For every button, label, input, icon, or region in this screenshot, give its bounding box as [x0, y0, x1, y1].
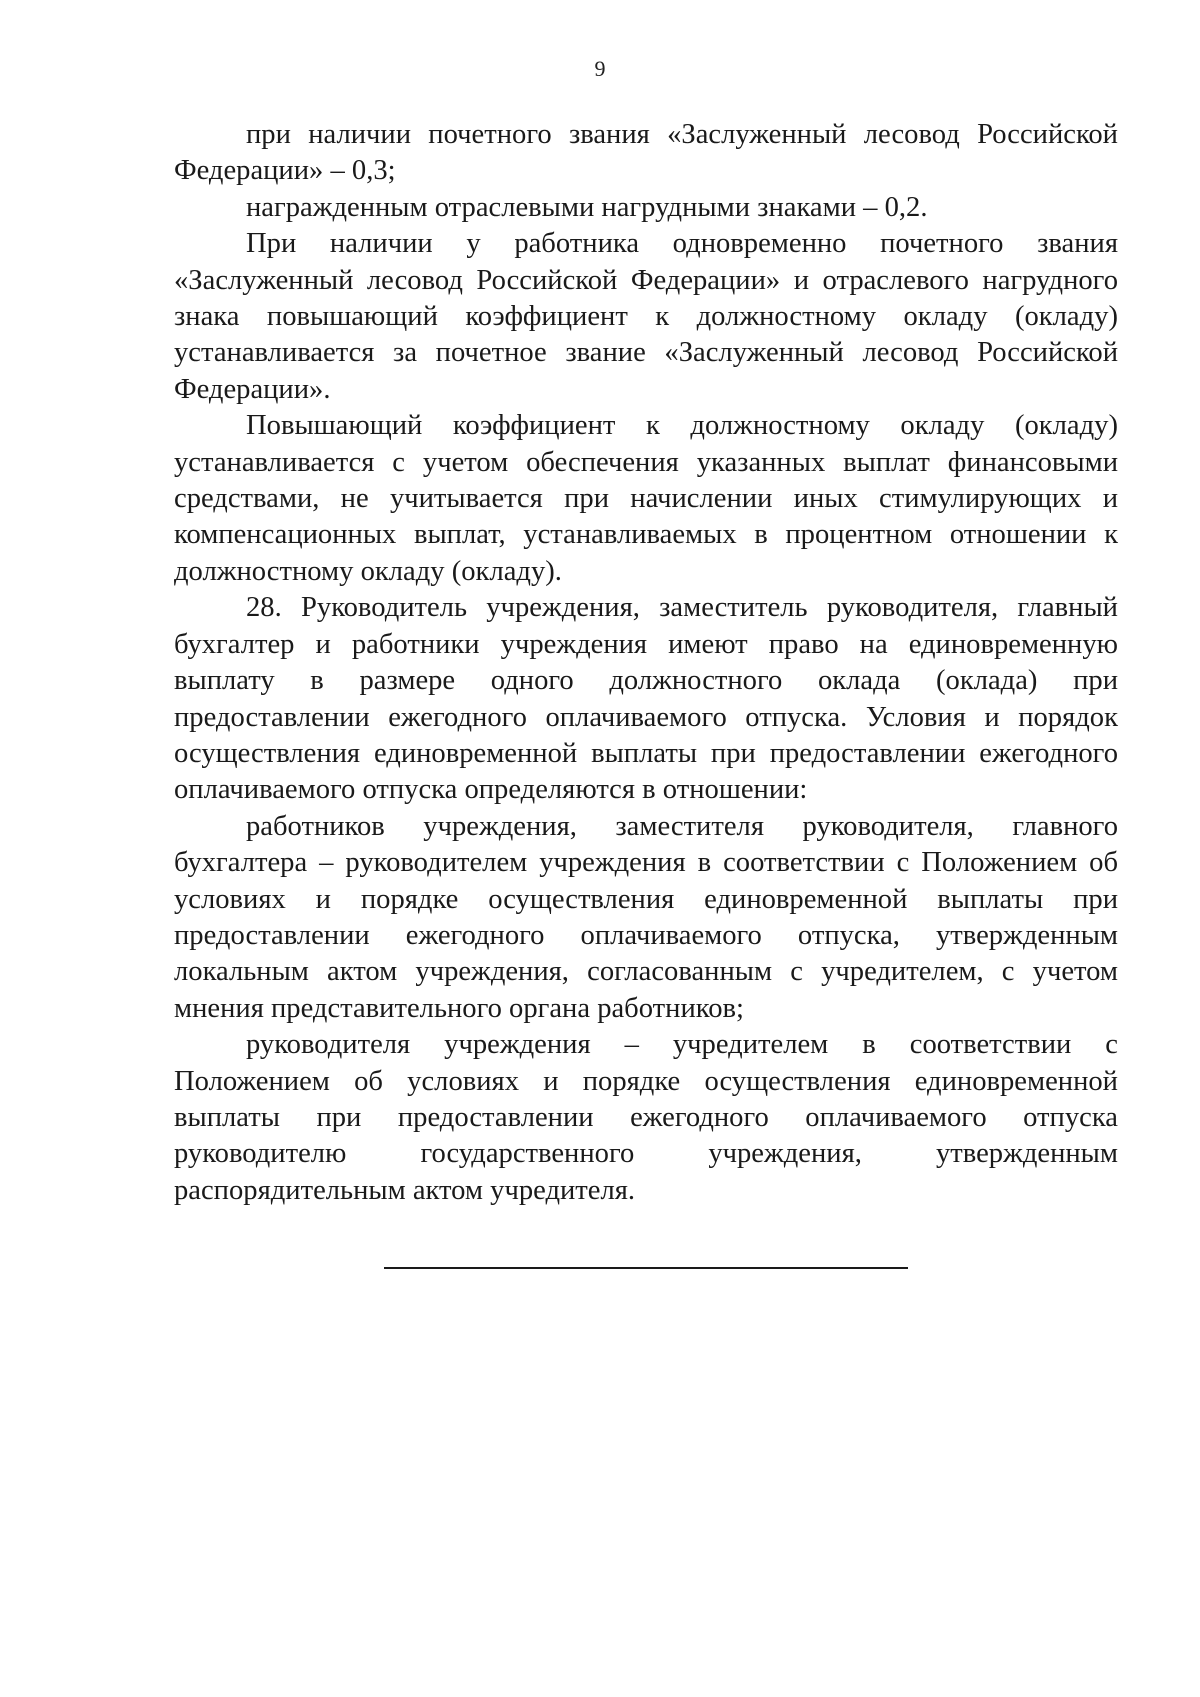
paragraph-head-payment: руководителя учреждения – учредителем в соответствии с Положением об условиях и порядке осуществления единовременной выплаты при предоставлении ежегодного оплачиваемого отпуска руководителю государственного учреждения, утвержденным распорядительным актом учредителя. [174, 1029, 1118, 1206]
paragraph-coefficient-conditions: Повышающий коэффициент к должностному окладу (окладу) устанавливается с учетом обеспечения указанных выплат финансовыми средствами, не учитывается при начислении иных стимулирующих и компенсационных выплат, устанавливаемых в процентном отношении к должностному окладу (окладу). [174, 410, 1118, 587]
end-divider-line [384, 1267, 908, 1269]
paragraph-honorary-title-coefficient: при наличии почетного звания «Заслуженный лесовод Российской Федерации» – 0,3; [174, 119, 1118, 187]
document-body [174, 117, 1118, 1209]
paragraph-badge-coefficient: награжденным отраслевыми нагрудными знаками – 0,2. [246, 191, 928, 223]
paragraph-combined-awards: При наличии у работника одновременно почетного звания «Заслуженный лесовод Российской Федерации» и отраслевого нагрудного знака повышающий коэффициент к должностному окладу (окладу) устанавливается за почетное звание «Заслуженный лесовод Российской Федерации». [174, 228, 1118, 405]
paragraph-item-28: 28. Руководитель учреждения, заместитель руководителя, главный бухгалтер и работники учреждения имеют право на единовременную выплату в размере одного должностного оклада (оклада) при предоставлении ежегодного оплачиваемого отпуска. Условия и порядок осуществления единовременной выплаты при предоставлении ежегодного оплачиваемого отпуска определяются в отношении: [174, 592, 1118, 806]
paragraph-employees-payment: работников учреждения, заместителя руководителя, главного бухгалтера – руководителем учреждения в соответствии с Положением об условиях и порядке осуществления единовременной выплаты при предоставлении ежегодного оплачиваемого отпуска, утвержденным локальным актом учреждения, согласованным с учредителем, с учетом мнения представительного органа работников; [174, 810, 1118, 1024]
page-number: 9 [594, 56, 606, 81]
